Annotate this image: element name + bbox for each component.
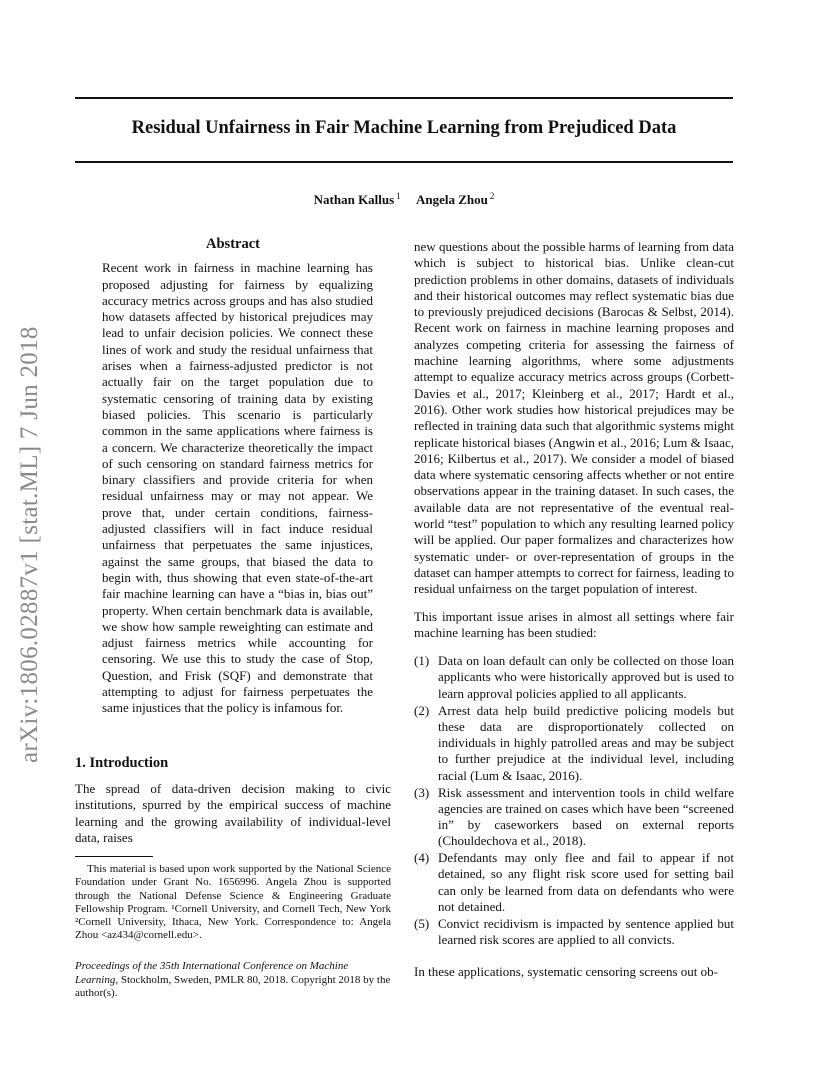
author-1 [314,192,401,207]
footnote: This material is based upon work supported by the National Science Foundation under Grant No. 1656996. Angela Zhou is supported through the National Defense Science & Engineering Graduate Fellowship Program. ¹Cornell University, and Cornell Tech, New York ²Cornell University, Ithaca, New York. Correspondence to: Angela Zhou <az434@cornell.edu>. [75,863,391,942]
right-paragraph-2: This important issue arises in almost all settings where fair machine learning has been studied: [414,608,734,640]
introduction-heading: 1. Introduction [75,754,169,771]
top-rule [75,97,733,99]
list-item [414,653,734,702]
list-item-text: Data on loan default can only be collected on those loan applicants who were historically approved but is used to learn approval policies applied to all applicants. [438,653,734,701]
proceedings-details: , Stockholm, Sweden, PMLR 80, 2018. Copyright 2018 by the author(s). [75,973,391,999]
list-item [414,785,734,850]
footnote-divider [75,856,153,857]
left-column [75,236,391,1000]
right-column [414,239,734,981]
list-item [414,916,734,949]
right-paragraph-1: new questions about the possible harms of learning from data which is subject to historical bias. Unlike clean-cut prediction problems in other domains, datasets of individuals and their historical outcomes may reflect systematic bias due to previously prejudiced decisions (Barocas & Selbst, 2014). Recent work on fairness in machine learning proposes and analyzes competing criteria for assessing the fairness of machine learning algorithms, where some adjustments attempt to equalize accuracy metrics across groups (Corbett-Davies et al., 2017; Kleinberg et al., 2017; Hardt et al., 2016). Other work studies how historical prejudices may be reflected in training data such that algorithmic systems might replicate historical biases (Angwin et al., 2016; Lum & Isaac, 2016; Kilbertus et al., 2017). We consider a model of biased data where systematic censoring affects whether or not entire observations appear in the training dataset. In such cases, the available data are not representative of the eventual real-world “test” population to which any resulting learned policy will be applied. Our paper formalizes and characterizes how systematic under- or over-representation of groups in the dataset can hamper attempts to correct for fairness, leading to residual unfairness on the target population of interest. [414,239,734,597]
list-item-text: Defendants may only flee and fail to appear if not detained, so any flight risk score used for setting bail can only be learned from data on defendants who were not detained. [438,850,734,915]
author-2-name: Angela Zhou [415,192,488,208]
arxiv-identifier-stamp: arXiv:1806.02887v1 [stat.ML] 7 Jun 2018 [16,326,43,763]
abstract-heading: Abstract [206,236,260,252]
applications-list [414,653,734,948]
list-item [414,850,734,915]
list-item-number: (2) [414,702,430,718]
list-item-number: (1) [414,653,430,669]
abstract-text: Recent work in fairness in machine learning has proposed adjusting for fairness by equalizing accuracy metrics across groups and has also studied how datasets affected by historical prejudices may lead to unfair decision policies. We connect these lines of work and study the residual unfairness that arises when a fairness-adjusted predictor is not actually fair on the target population due to systematic censoring of training data by existing biased policies. This scenario is particularly common in the same applications where fairness is a concern. We characterize theoretically the impact of such censoring on standard fairness metrics for binary classifiers and provide criteria for when residual unfairness may or may not appear. We prove that, under certain conditions, fairness-adjusted classifiers will in fact induce residual unfairness that perpetuates the same injustices, against the same groups, that biased the data to begin with, thus showing that even state-of-the-art fair machine learning can have a “bias in, bias out” property. When certain benchmark data is available, we show how sample reweighting can estimate and adjust fairness metrics while accounting for censoring. We use this to study the case of Stop, Question, and Frisk (SQF) and demonstrate that attempting to adjust for fairness perpetuates the same injustices that the policy is infamous for. [102,260,373,716]
proceedings-note [75,960,391,1000]
right-closing-line: In these applications, systematic censoring screens out ob- [414,964,718,980]
title-bottom-rule [75,161,733,163]
list-item-text: Risk assessment and intervention tools in child welfare agencies are trained on cases which have been “screened in” by caseworkers based on external reports (Chouldechova et al., 2018). [438,784,734,849]
list-item-text: Convict recidivism is impacted by sentence applied but learned risk scores are applied to all convicts. [438,915,734,948]
introduction-text: The spread of data-driven decision making to civic institutions, spurred by the empirical success of machine learning and the growing availability of individual-level data, raises [75,780,391,845]
list-item-number: (4) [414,850,430,866]
list-item [414,703,734,784]
list-item-number: (5) [414,915,430,931]
list-item-text: Arrest data help build predictive policing models but these data are disproportionately collected on individuals in highly patrolled areas and may be subject to further prejudice at the individual level, including racial (Lum & Isaac, 2016). [438,702,734,783]
author-1-name: Nathan Kallus [313,192,395,208]
author-list [75,191,733,208]
author-1-affiliation-mark: 1 [396,191,401,201]
author-2-affiliation-mark: 2 [489,191,495,201]
author-2 [416,192,494,207]
paper-title: Residual Unfairness in Fair Machine Learning from Prejudiced Data [131,118,677,138]
proceedings-venue: Proceedings of the 35th International Conference on Machine Learning [75,960,349,986]
list-item-number: (3) [414,784,430,800]
